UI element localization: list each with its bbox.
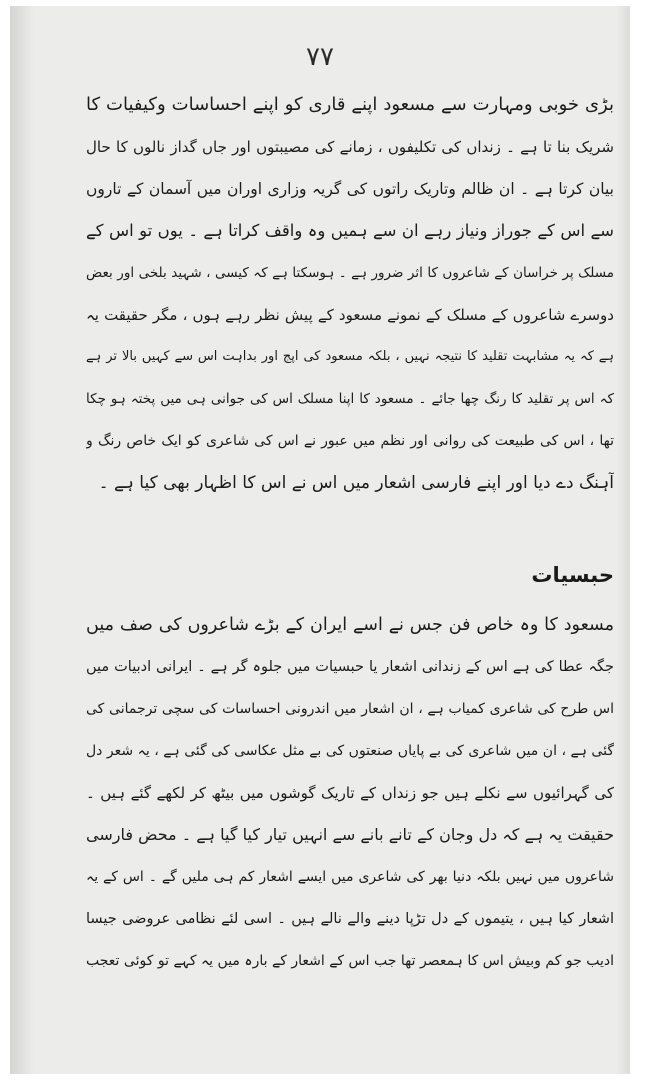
text-line: بڑی خوبی ومہارت سے مسعود اپنے قاری کو اپنے احساسات وکیفیات کا xyxy=(86,94,614,115)
text-line: ہے کہ یہ مشابہت تقلید کا نتیجہ نہیں ، بلکہ مسعود کی اپج اور بداہت اس سے کہیں بالا تر ہے xyxy=(86,349,614,364)
text-line: اس طرح کی شاعری کمیاب ہے ، ان اشعار میں اندرونی احساسات کی سچی ترجمانی کی xyxy=(86,701,614,717)
text-line: مسعود کا وہ خاص فن جس نے اسے ایران کے بڑے شاعروں کی صف میں xyxy=(86,615,614,635)
text-line: تھا ، اس کی طبیعت کی روانی اور نظم میں عبور نے اس کی شاعری کو ایک خاص رنگ و xyxy=(86,433,614,449)
text-line: گئی ہے ، ان میں شاعری کی بے پایاں صنعتوں کی بے مثل عکاسی کی گئی ہے ، یہ شعر دل xyxy=(86,743,614,759)
section-heading: حبسیات xyxy=(531,563,614,587)
text-line: حقیقت یہ ہے کہ دل وجان کے تانے بانے سے انہیں تیار کیا گیا ہے ۔ محض فارسی xyxy=(86,825,614,844)
text-line: کہ اس پر تقلید کا رنگ چھا جائے ۔ مسعود کا اپنا مسلک اس کی جوانی ہی میں پختہ ہو چکا xyxy=(86,391,614,407)
text-line: جگہ عطا کی ہے اس کے زندانی اشعار یا حبسیات میں جلوہ گر ہے ۔ ایرانی ادبیات میں xyxy=(86,659,614,675)
text-line: دوسرے شاعروں کے مسلک کے نمونے مسعود کے پیش نظر رہے ہوں ، مگر حقیقت یہ xyxy=(86,306,614,324)
text-line: کی گہرائیوں سے نکلے ہیں جو زنداں کے تاریک گوشوں میں بیٹھ کر لکھے گئے ہیں ۔ xyxy=(86,784,614,802)
paragraph-2 xyxy=(86,604,614,982)
text-line: شاعروں میں نہیں بلکہ دنیا بھر کی شاعری میں ایسے اشعار کم ہی ملیں گے ۔ اس کے یہ xyxy=(86,869,614,885)
page-edge-shadow xyxy=(616,6,630,1074)
book-page xyxy=(10,6,630,1074)
text-line: سے اس کے جوراز ونیاز رہے ان سے ہمیں وہ واقف کراتا ہے ۔ یوں تو اس کے xyxy=(86,221,614,240)
text-line: مسلک پر خراسان کے شاعروں کا اثر ضرور ہے ۔ ہوسکتا ہے کہ کیسی ، شہید بلخی اور بعض xyxy=(86,265,614,281)
text-line: شریک بنا تا ہے ۔ زنداں کی تکلیفوں ، زمانے کی مصیبتوں اور جاں گداز نالوں کا حال xyxy=(86,138,614,156)
page-gutter-shadow xyxy=(10,6,34,1074)
text-line: اشعار کیا ہیں ، یتیموں کے دل تڑپا دینے والے نالے ہیں ۔ اسی لئے نظامی عروضی جیسا xyxy=(86,911,614,927)
page-number: ۷۷ xyxy=(306,42,334,72)
text-line: آہنگ دے دیا اور اپنے فارسی اشعار میں اس نے اس کا اظہار بھی کیا ہے ۔ xyxy=(98,473,614,493)
text-line: ادیب جو کم وبیش اس کا ہمعصر تھا جب اس کے اشعار کے بارہ میں یہ کہے تو کوئی تعجب xyxy=(86,953,614,969)
text-line: بیان کرتا ہے ۔ ان ظالم وتاریک راتوں کی گریہ وزاری اوران میں آسمان کے تاروں xyxy=(86,180,614,198)
paragraph-1 xyxy=(86,84,614,504)
